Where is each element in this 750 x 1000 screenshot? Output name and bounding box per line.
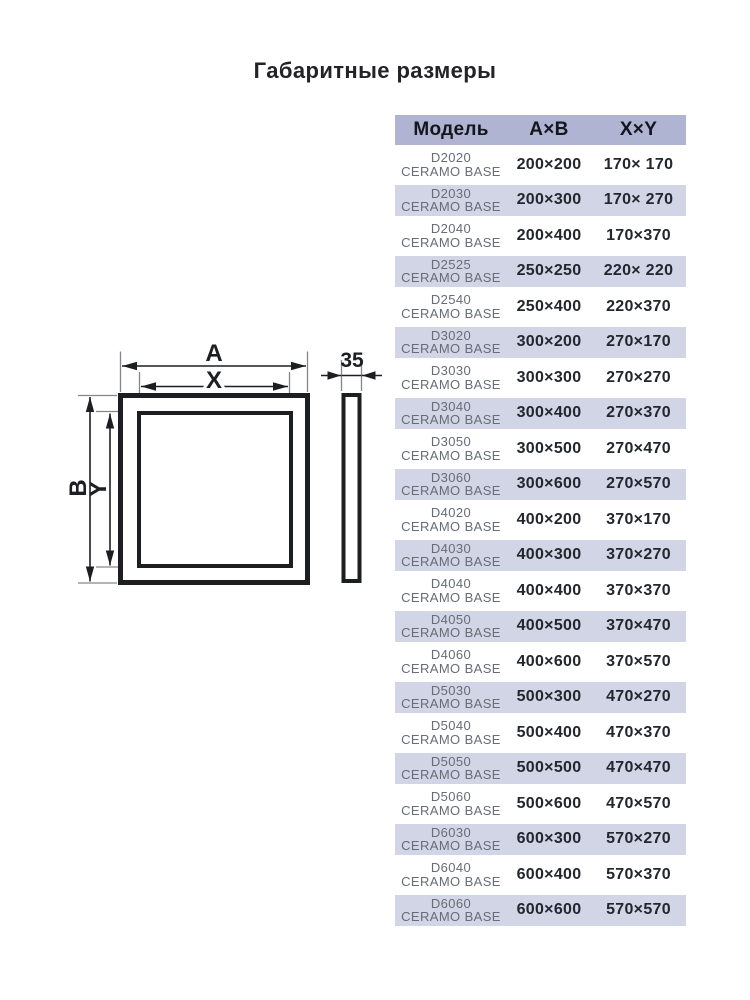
model-cell [395,187,507,214]
table-row [395,398,686,430]
model-brand: CERAMO BASE [401,412,501,428]
xy-value: 370×170 [606,510,671,528]
model-cell [395,364,507,391]
xy-value: 470×570 [606,794,671,812]
dimensions-diagram [60,333,400,598]
xy-value: 370×270 [606,546,671,564]
model-brand: CERAMO BASE [401,518,501,534]
table-row [395,753,686,785]
model-cell [395,400,507,427]
model-brand: CERAMO BASE [401,838,501,854]
xy-value: 270×270 [606,368,671,386]
model-code: D2030 [430,185,472,201]
model-code: D3020 [430,327,472,343]
model-code: D6040 [430,860,472,876]
xy-value: 470×370 [606,723,671,741]
table-row [395,469,686,501]
arrow-x-left [141,382,156,390]
table-row [395,682,686,714]
model-brand: CERAMO BASE [401,873,501,889]
model-cell [395,648,507,675]
size-table-body [395,149,686,926]
model-cell [395,613,507,640]
model-brand: CERAMO BASE [401,199,501,215]
dim-b-label: B [65,479,92,497]
xy-value: 170×370 [606,226,671,244]
ab-value: 300×300 [516,368,582,386]
xy-value: 270×370 [606,404,671,422]
table-row [395,362,686,394]
model-brand: CERAMO BASE [401,589,501,605]
model-cell [395,861,507,888]
xy-value: 370×570 [606,652,671,670]
dim-a-label: A [205,340,223,367]
model-brand: CERAMO BASE [401,625,501,641]
xy-value: 220×370 [606,297,671,315]
model-code: D4020 [430,505,472,521]
model-brand: CERAMO BASE [401,341,501,357]
ab-value: 250×250 [516,262,582,280]
table-row [395,895,686,927]
table-row [395,717,686,749]
model-cell [395,506,507,533]
ab-value: 600×600 [516,901,582,919]
ab-value: 600×300 [516,830,582,848]
dim-35-label: 35 [340,349,364,372]
table-row [395,824,686,856]
xy-value: 570×270 [606,830,671,848]
table-row [395,575,686,607]
arrow-35-left [328,371,342,379]
model-code: D3060 [430,469,472,485]
model-code: D6030 [430,824,472,840]
arrow-y-bottom [106,551,114,566]
model-code: D4060 [430,647,472,663]
model-brand: CERAMO BASE [401,234,501,250]
model-code: D2540 [430,292,472,308]
ab-value: 300×400 [516,404,582,422]
model-cell [395,435,507,462]
model-brand: CERAMO BASE [401,447,501,463]
model-brand: CERAMO BASE [401,483,501,499]
model-cell [395,222,507,249]
ab-value: 500×600 [516,794,582,812]
arrow-y-top [106,414,114,429]
ab-value: 200×300 [516,191,582,209]
table-row [395,433,686,465]
ab-value: 600×400 [516,865,582,883]
model-code: D3030 [430,363,472,379]
xy-value: 470×470 [606,759,671,777]
ab-value: 400×200 [516,510,582,528]
ab-value: 400×300 [516,546,582,564]
model-code: D4040 [430,576,472,592]
model-cell [395,826,507,853]
model-brand: CERAMO BASE [401,554,501,570]
model-cell [395,577,507,604]
model-cell [395,719,507,746]
xy-value: 270×470 [606,439,671,457]
model-code: D2525 [430,256,472,272]
xy-value: 170× 170 [603,155,674,173]
table-row [395,540,686,572]
xy-value: 470×270 [606,688,671,706]
ab-value: 200×400 [516,226,582,244]
table-row [395,504,686,536]
arrow-35-right [362,371,376,379]
ab-value: 500×500 [516,759,582,777]
arrow-a-right [291,362,306,370]
model-brand: CERAMO BASE [401,660,501,676]
model-code: D4050 [430,611,472,627]
size-table-header [395,115,686,145]
ab-value: 250×400 [516,297,582,315]
arrow-b-top [86,397,94,412]
model-code: D6060 [430,895,472,911]
model-code: D5040 [430,718,472,734]
header-ab: A×B [529,119,569,140]
ab-value: 500×300 [516,688,582,706]
ab-value: 400×600 [516,652,582,670]
xy-value: 370×470 [606,617,671,635]
ab-value: 500×400 [516,723,582,741]
page-title: Габаритные размеры [253,58,497,83]
model-brand: CERAMO BASE [401,767,501,783]
table-row [395,859,686,891]
model-brand: CERAMO BASE [401,731,501,747]
table-row [395,185,686,217]
model-brand: CERAMO BASE [401,163,501,179]
ab-value: 400×500 [516,617,582,635]
table-row [395,788,686,820]
header-xy: X×Y [619,119,658,140]
model-brand: CERAMO BASE [401,270,501,286]
arrow-a-left [122,362,137,370]
side-view-panel [344,395,360,581]
dim-y-label: Y [85,480,112,498]
table-row [395,256,686,288]
xy-value: 270×170 [606,333,671,351]
header-model: Модель [413,119,489,140]
model-cell [395,542,507,569]
arrow-b-bottom [86,567,94,582]
xy-value: 370×370 [606,581,671,599]
model-brand: CERAMO BASE [401,376,501,392]
table-row [395,291,686,323]
xy-value: 570×370 [606,865,671,883]
model-code: D3050 [430,434,472,450]
model-cell [395,329,507,356]
model-code: D2020 [430,150,472,166]
table-row [395,327,686,359]
model-code: D5030 [430,682,472,698]
xy-value: 220× 220 [603,262,674,280]
model-brand: CERAMO BASE [401,305,501,321]
model-code: D2040 [430,221,472,237]
model-code: D5060 [430,789,472,805]
xy-value: 170× 270 [603,191,674,209]
table-row [395,149,686,181]
xy-value: 270×570 [606,475,671,493]
table-row [395,611,686,643]
dim-x-label: X [205,367,223,394]
xy-value: 570×570 [606,901,671,919]
size-table [395,115,686,930]
model-code: D3040 [430,398,472,414]
ab-value: 300×200 [516,333,582,351]
ab-value: 200×200 [516,155,582,173]
model-code: D4030 [430,540,472,556]
model-cell [395,293,507,320]
ab-value: 300×600 [516,475,582,493]
model-cell [395,790,507,817]
front-view-inner-opening [139,413,291,566]
model-code: D5050 [430,753,472,769]
ab-value: 300×500 [516,439,582,457]
model-brand: CERAMO BASE [401,696,501,712]
model-cell [395,151,507,178]
ab-value: 400×400 [516,581,582,599]
model-brand: CERAMO BASE [401,802,501,818]
arrow-x-right [273,382,288,390]
model-cell [395,755,507,782]
model-cell [395,258,507,285]
model-cell [395,684,507,711]
model-brand: CERAMO BASE [401,909,501,925]
model-cell [395,897,507,924]
model-cell [395,471,507,498]
table-row [395,220,686,252]
table-row [395,646,686,678]
